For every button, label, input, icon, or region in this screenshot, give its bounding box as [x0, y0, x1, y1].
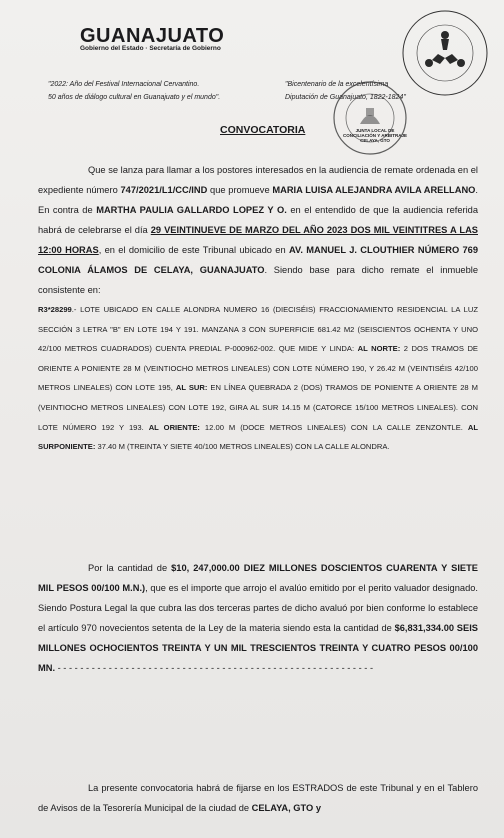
- property-folio: R3*28299: [38, 305, 72, 314]
- header-left-motto: "2022: Año del Festival Internacional Cervantino. 50 años de diálogo cultural en Guanajuato y el mundo".: [48, 81, 221, 101]
- header-right-motto: "Bicentenario de la excelentísima Diputación de Guanajuato, 1822-1824": [285, 81, 406, 101]
- valuation-amount: $10, 247,000.00 DIEZ MILLONES DOSCIENTOS CUARENTA Y SIETE MIL PESOS 00/100 M.N.): [38, 563, 478, 593]
- publication-paragraph: La presente convocatoria habrá de fijarse en los ESTRADOS de este Tribunal y en el Tablero de Avisos de la Tesorería Municipal de la ciudad de CELAYA, GTO y: [38, 783, 478, 813]
- defendant-name: MARTHA PAULIA GALLARDO LOPEZ Y O.: [96, 205, 287, 215]
- expediente-number: 747/2021/L1/CC/IND: [120, 185, 208, 195]
- logo-title: GUANAJUATO: [80, 25, 225, 47]
- legal-bid-amount: $6,831,334.00 SEIS MILLONES OCHOCIENTOS TREINTA Y UN MIL TRESCIENTOS TREINTA Y CUATRO PESOS 00/100 MN.: [38, 623, 478, 673]
- actor-name: MARIA LUISA ALEJANDRA AVILA ARELLANO: [272, 185, 476, 195]
- hearing-date: 29 VEINTINUEVE DE MARZO DEL AÑO 2023 DOS MIL VEINTITRES A LAS 12:00 HORAS: [38, 225, 478, 255]
- official-stamp-icon: [330, 78, 410, 158]
- property-description: R3*28299.- LOTE UBICADO EN CALLE ALONDRA NUMERO 16 (DIECISÉIS) FRACCIONAMIENTO RESIDENCIAL LA LUZ SECCIÓN 3 LETRA "B" EN LOTE 194 Y 191. MANZANA 3 CON SUPERFICIE 681.42 M2 (SEISCIENTOS OCHENTA Y UNO 42/100 METROS CUADRADOS) CUENTA PREDIAL P-000962-002. QUE MIDE Y LINDA: AL NORTE: 2 DOS TRAMOS DE ORIENTE A PONIENTE 28 M (VEINTIOCHO METROS LINEALES) CON LOTE NÚMERO 190, Y 26.42 M (VEINTISÉIS 42/100 METROS LINEALES) CON LOTE 195, AL SUR: EN LÍNEA QUEBRADA 2 (DOS) TRAMOS DE PONIENTE A ORIENTE 28 M (VEINTIOCHO METROS LINEALES) CON LOTE 192, GIRA AL SUR 14.15 M (CATORCE 15/100 METROS LINEALES). CON LOTE NÚMERO 192 Y 193. AL ORIENTE: 12.00 M (DOCE METROS LINEALES) CON LA CALLE ZENZONTLE. AL SURPONIENTE: 37.40 M (TREINTA Y SIETE 40/100 METROS LINEALES) CON LA CALLE ALONDRA.: [38, 305, 479, 452]
- logo-subtitle: Gobierno del Estado · Secretaría de Gobierno: [80, 45, 221, 52]
- stamp-text: JUNTA LOCAL DE CONCILIACIÓN Y ARBITRAJE CELAYA, GTO: [343, 128, 407, 143]
- tribunal-address: AV. MANUEL J. CLOUTHIER NÚMERO 769 COLONIA ÁLAMOS DE CELAYA, GUANAJUATO: [38, 245, 479, 275]
- valuation-paragraph: Por la cantidad de $10, 247,000.00 DIEZ MILLONES DOSCIENTOS CUARENTA Y SIETE MIL PESOS 00/100 M.N.), que es el importe que arrojo el avalúo emitido por el perito valuador designado. Siendo Postura Legal la que cubra las dos terceras partes de dicho avaluó por bien conforme lo establece el artículo 970 novecientos setenta de la Ley de la materia siendo esta la cantidad de $6,831,334.00 SEIS MILLONES OCHOCIENTOS TREINTA Y UN MIL TRESCIENTOS TREINTA Y CUATRO PESOS 00/100 MN. - - - - - - - - - - - - - - - - - - - - - - - - - - - - - - - - - - - - - - - - - - - - - - - - - - - - - - - -: [38, 563, 478, 673]
- document-title: CONVOCATORIA: [220, 124, 306, 136]
- intro-paragraph: Que se lanza para llamar a los postores interesados en la audiencia de remate ordenada en el expediente número 747/2021/L1/CC/IND que promueve MARIA LUISA ALEJANDRA AVILA ARELLANO. En contra de MARTHA PAULIA GALLARDO LOPEZ Y O. en el entendido de que la audiencia referida habrá de celebrarse el día 29 VEINTINUEVE DE MARZO DEL AÑO 2023 DOS MIL VEINTITRES A LAS 12:00 HORAS, en el domicilio de este Tribunal ubicado en AV. MANUEL J. CLOUTHIER NÚMERO 769 COLONIA ÁLAMOS DE CELAYA, GUANAJUATO. Siendo base para dicho remate el inmueble consistente en:: [38, 165, 479, 295]
- city-name: CELAYA, GTO y: [251, 803, 322, 813]
